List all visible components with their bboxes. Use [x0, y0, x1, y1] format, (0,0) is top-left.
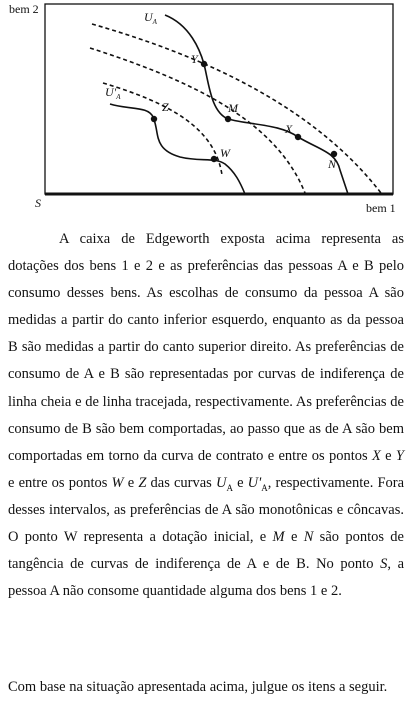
axis-x-label: bem 1	[366, 201, 396, 215]
point-z-marker	[151, 116, 157, 122]
point-x-marker	[295, 134, 301, 140]
curve-u2a-label: $U'_A$	[105, 85, 121, 101]
edgeworth-box-figure	[0, 0, 411, 220]
point-y-marker	[201, 61, 207, 67]
b-indifference-curve-2	[90, 48, 305, 193]
point-m-label: M	[228, 101, 238, 115]
axis-y-label: bem 2	[9, 2, 39, 16]
description-paragraph: A caixa de Edgeworth exposta acima representa as dotações dos bens 1 e 2 e as preferências das pessoas A e B pelo consumo desses bens. As escolhas de consumo da pessoa A são medidas a partir do canto inferior esquerdo, enquanto as da pessoa B são medidas a partir do canto superior direito. As preferências de consumo de A e B são representadas por curvas de indiferença de linha cheia e de linha tracejada, respectivamente. As preferências de consumo de B são bem comportadas, ao passo que as de A são bem comportadas em torno da curva de contrato e entre os pontos X e Y e entre os pontos W e Z das curvas $U_A$ e $U'_A$, respectivamente. Fora desses intervalos, as preferências de A são monotônicas e côncavas. O ponto W representa a dotação inicial, e M e N são pontos de tangência de curvas de indiferença de A e de B. No ponto S, a pessoa A não consome quantidade alguma dos bens 1 e 2.	[8, 231, 405, 600]
curve-ua-label: $U_A$	[144, 10, 157, 26]
curve-ua	[165, 15, 348, 194]
instruction-paragraph: Com base na situação apresentada acima, julgue os itens a seguir.	[8, 679, 388, 695]
point-y-label: Y	[191, 52, 198, 66]
point-w-label: W	[220, 146, 230, 160]
point-m-marker	[225, 116, 231, 122]
point-z-label: Z	[162, 100, 169, 114]
origin-label: S	[35, 196, 41, 210]
b-indifference-curve-3	[103, 83, 222, 175]
point-n-label: N	[328, 157, 337, 171]
point-w-marker	[211, 156, 217, 162]
point-x-label: X	[285, 122, 293, 136]
edgeworth-box-frame	[45, 4, 393, 194]
